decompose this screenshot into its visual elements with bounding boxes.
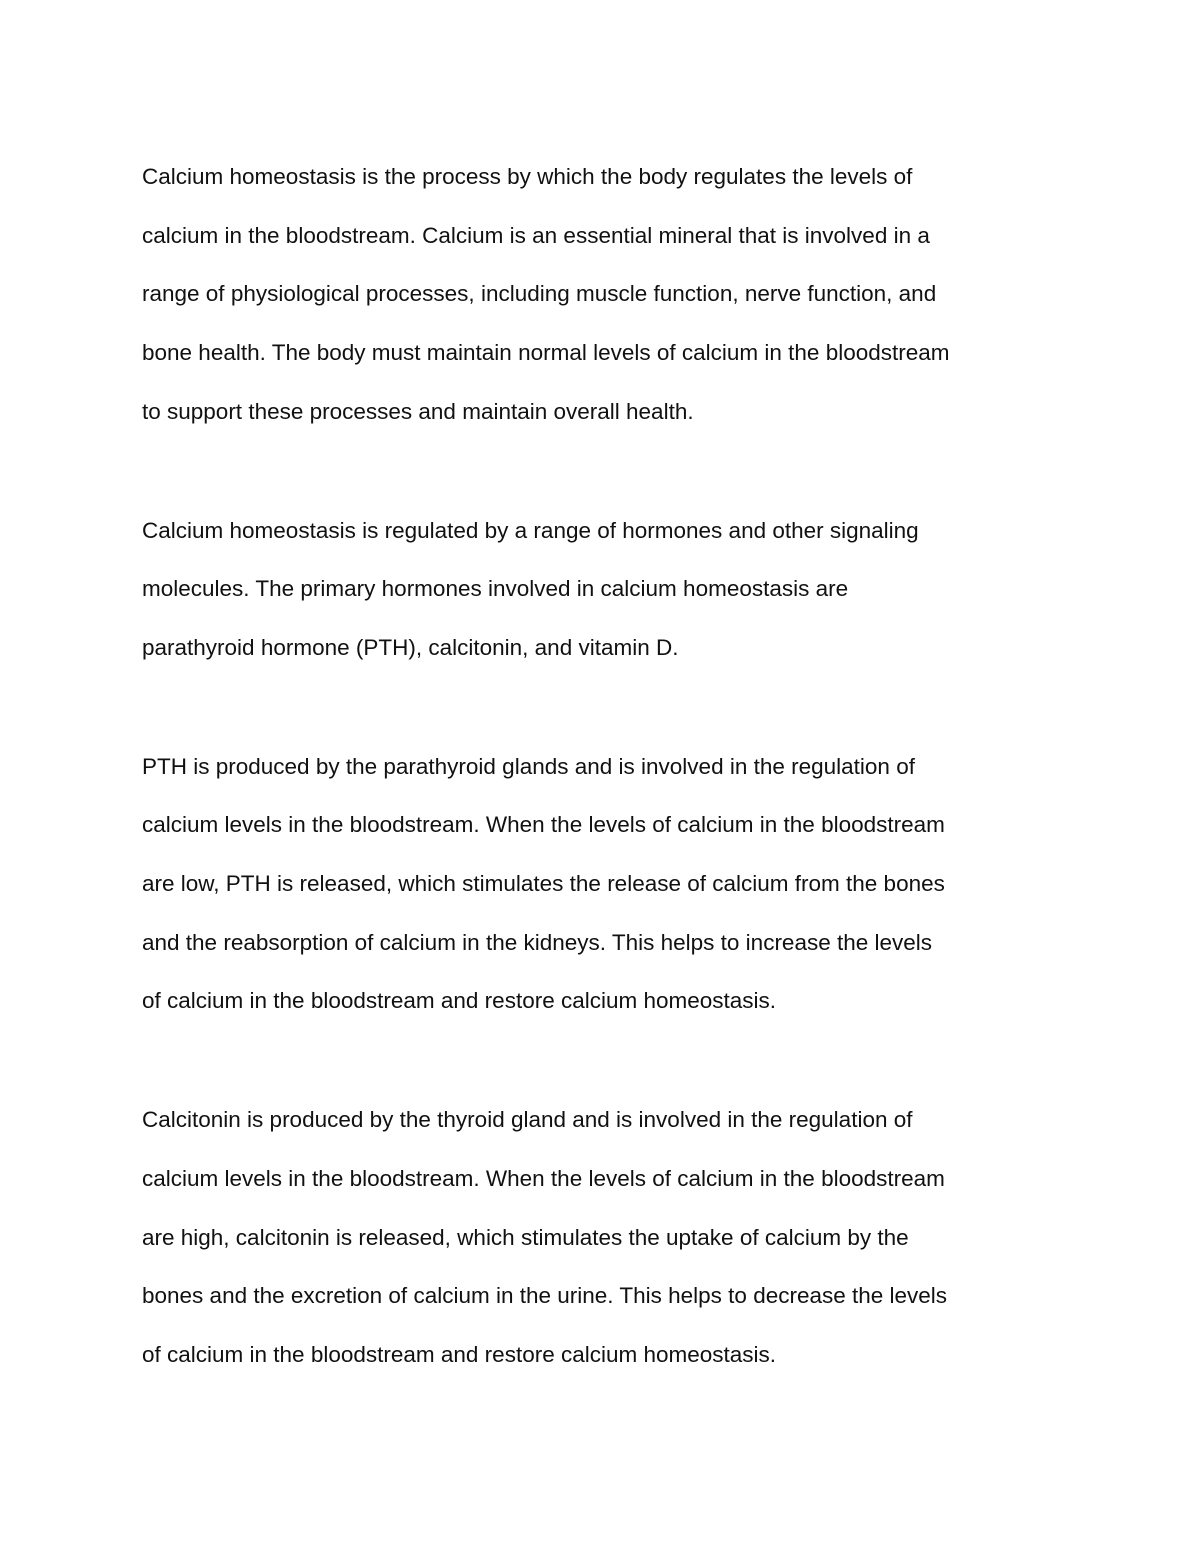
text-line: calcium levels in the bloodstream. When the levels of calcium in the bloodstream [142, 1165, 945, 1191]
text-line: Calcitonin is produced by the thyroid gland and is involved in the regulation of [142, 1107, 913, 1133]
text-line: range of physiological processes, including muscle function, nerve function, and [142, 281, 937, 307]
text-line: bone health. The body must maintain normal levels of calcium in the bloodstream [142, 340, 950, 366]
text-line: are high, calcitonin is released, which stimulates the uptake of calcium by the [142, 1224, 909, 1250]
text-line: calcium in the bloodstream. Calcium is an essential mineral that is involved in a [142, 222, 930, 248]
text-line: parathyroid hormone (PTH), calcitonin, and vitamin D. [142, 634, 679, 660]
text-line: of calcium in the bloodstream and restore calcium homeostasis. [142, 988, 777, 1014]
paragraph-calcitonin [142, 1091, 1082, 1385]
text-line: calcium levels in the bloodstream. When the levels of calcium in the bloodstream [142, 812, 945, 838]
text-line: and the reabsorption of calcium in the kidneys. This helps to increase the levels [142, 929, 933, 955]
text-line: are low, PTH is released, which stimulates the release of calcium from the bones [142, 871, 945, 897]
text-line: to support these processes and maintain overall health. [142, 398, 694, 424]
text-line: Calcium homeostasis is regulated by a range of hormones and other signaling [142, 517, 919, 543]
paragraph-calcium-homeostasis-intro [142, 148, 1082, 442]
text-line: Calcium homeostasis is the process by which the body regulates the levels of [142, 164, 913, 189]
text-line: of calcium in the bloodstream and restore calcium homeostasis. [142, 1341, 777, 1367]
text-line: bones and the excretion of calcium in the urine. This helps to decrease the levels [142, 1283, 948, 1309]
document-body [142, 148, 1082, 1445]
text-line: PTH is produced by the parathyroid glands and is involved in the regulation of [142, 753, 915, 779]
text-line: molecules. The primary hormones involved in calcium homeostasis are [142, 576, 849, 602]
paragraph-pth [142, 738, 1082, 1032]
paragraph-hormones-overview [142, 502, 1082, 678]
